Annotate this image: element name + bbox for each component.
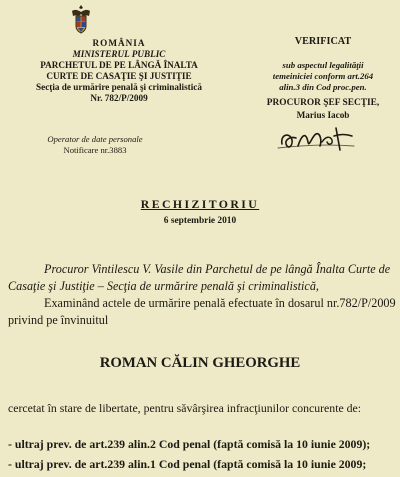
prosecutor-paragraph-line-2: Casaţie şi Justiţie – Secţia de urmărire penală şi criminalistică, [8, 279, 319, 293]
document-date: 6 septembrie 2010 [163, 216, 237, 226]
prosecutor-paragraph-line-1: Procuror Vintilescu V. Vasile din Parchetul de pe lângă Înalta Curte de [44, 262, 391, 276]
examination-paragraph-line-1: Examinând actele de urmărire penală efectuate în dosarul nr.782/P/2009 [44, 296, 396, 310]
header-ministry: MINISTERUL PUBLIC [72, 49, 166, 59]
header-section: Secţia de urmărire penală şi criminalistică [36, 82, 202, 92]
prosecutor-name: Marius Iacob [296, 110, 350, 120]
romanian-coat-of-arms-icon [70, 4, 92, 34]
operator-label: Operator de date personale [47, 134, 143, 144]
defendant-name: ROMAN CĂLIN GHEORGHE [99, 355, 301, 371]
header-parchet: PARCHETUL DE PE LÂNGĂ ÎNALTA [40, 60, 198, 70]
notification-number: Notificare nr.3883 [63, 145, 127, 155]
charge-item: - ultraj prev. de art.239 alin.2 Cod penal (faptă comisă la 10 iunie 2009); [8, 437, 371, 451]
verified-stamp-title: VERIFICAT [294, 36, 352, 47]
charge-item: - ultraj prev. de art.239 alin.1 Cod penal (faptă comisă la 10 iunie 2009; [8, 457, 367, 471]
examination-paragraph-line-2: privind pe învinuitul [8, 313, 109, 327]
handwritten-signature-icon [276, 124, 358, 156]
header-case-number: Nr. 782/P/2009 [90, 93, 148, 103]
header-court: CURTE DE CASAŢIE ŞI JUSTIŢIE [46, 71, 192, 81]
charges-intro: cercetat în stare de libertate, pentru săvârşirea infracţiunilor concurente de: [8, 401, 362, 415]
header-country: ROMÂNIA [92, 38, 146, 48]
verified-line-2: temeiniciei conform art.264 [272, 71, 374, 81]
prosecutor-role: PROCUROR ŞEF SECŢIE, [266, 98, 380, 108]
verified-line-1: sub aspectul legalităţii [282, 60, 364, 70]
document-title: RECHIZITORIU [140, 197, 260, 211]
verified-line-3: alin.3 din Cod proc.pen. [279, 82, 367, 92]
